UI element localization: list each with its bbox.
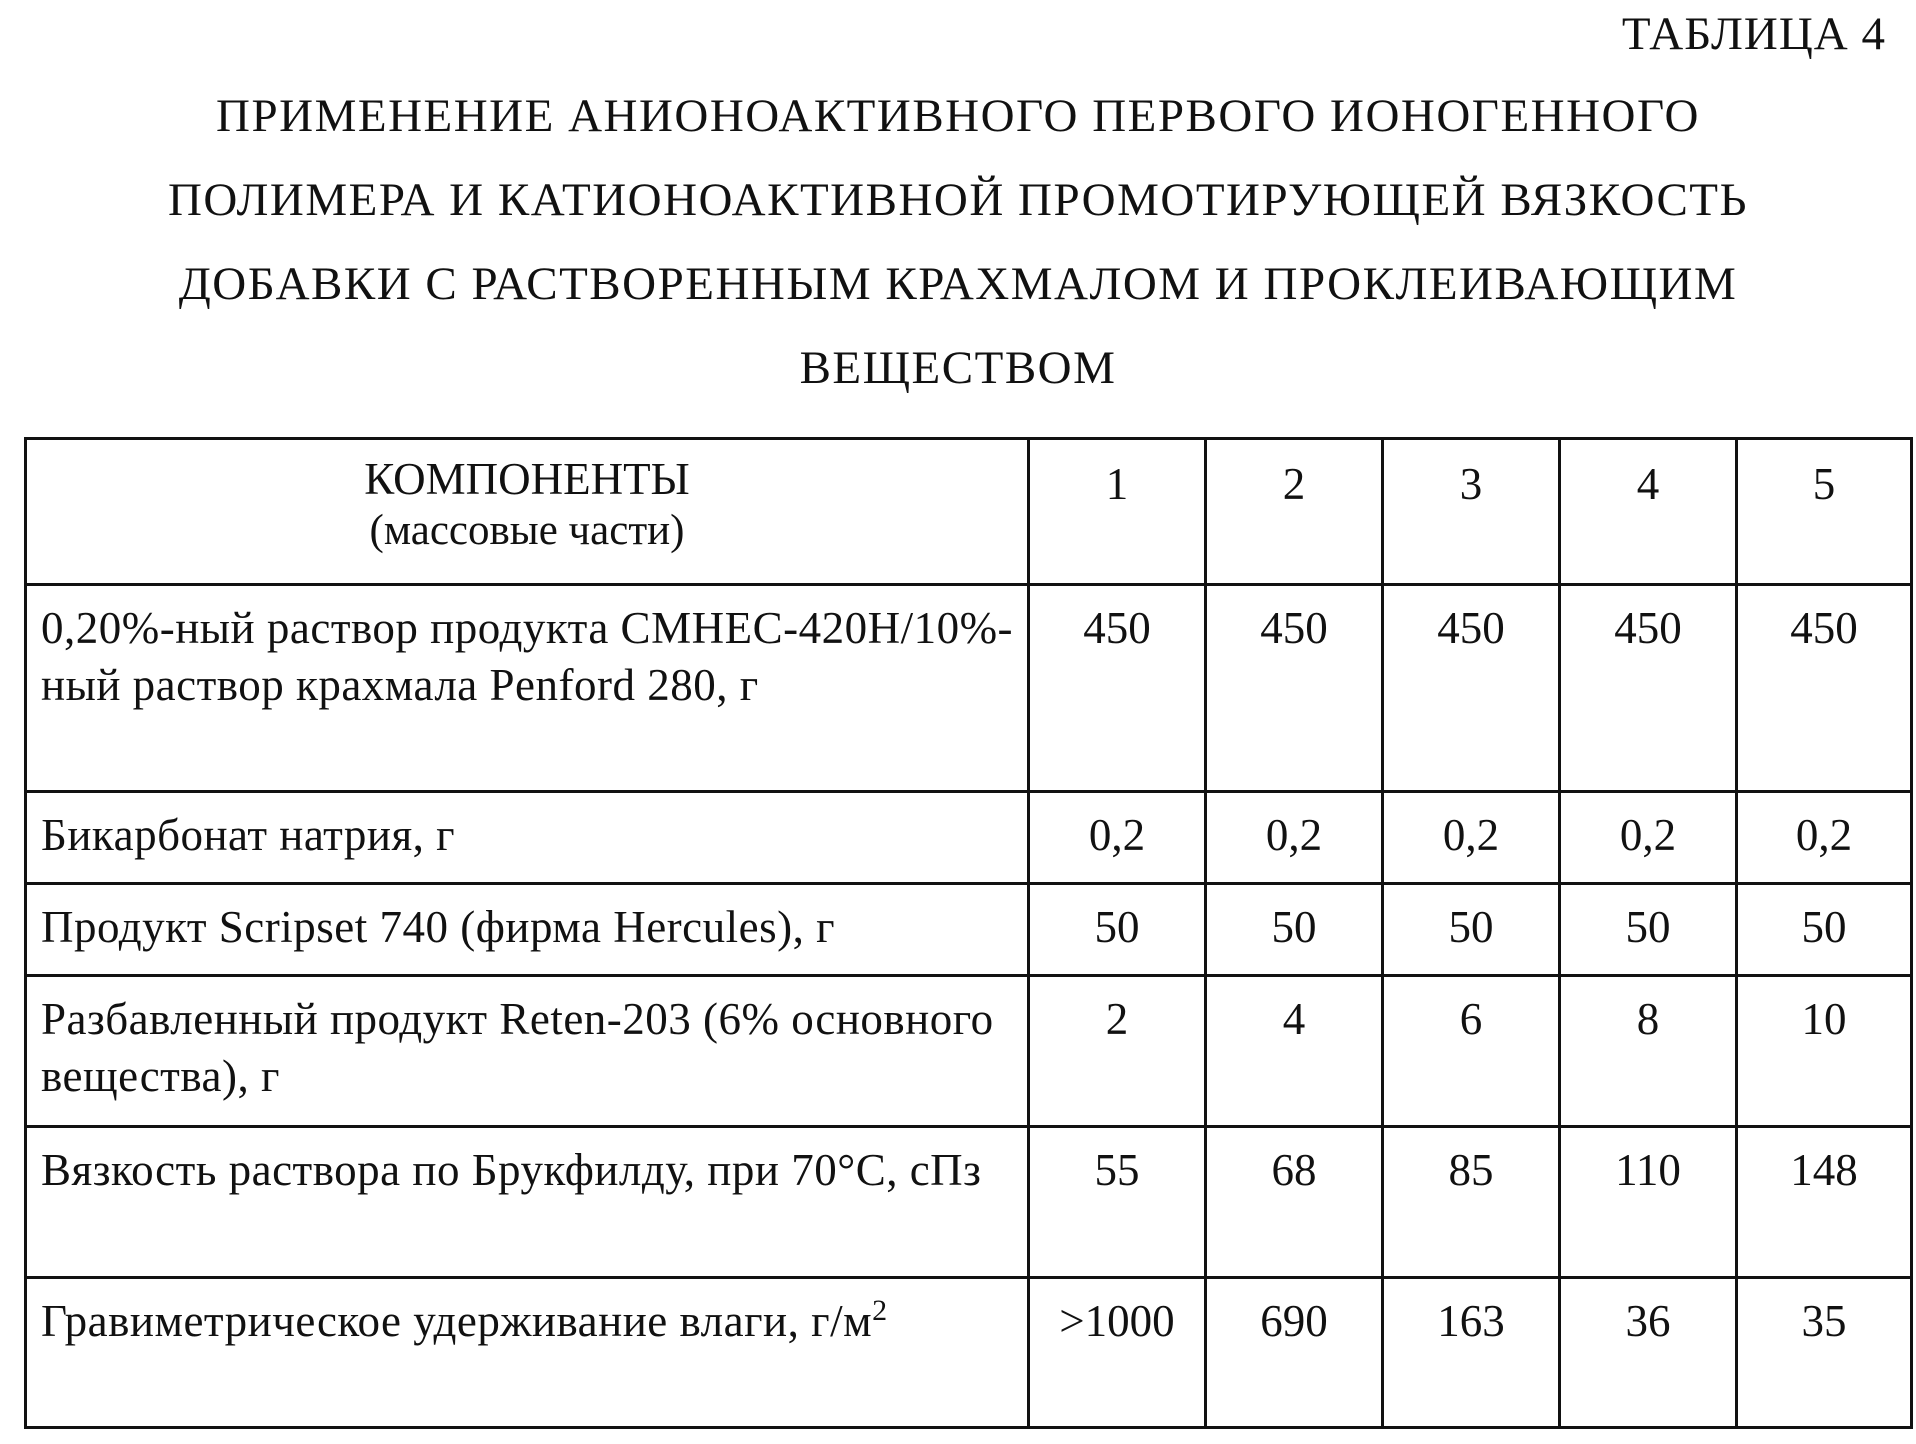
- title-line: ДОБАВКИ С РАСТВОРЕННЫМ КРАХМАЛОМ И ПРОКЛЕИВАЮЩИМ: [40, 242, 1876, 326]
- row-label: Вязкость раствора по Брукфилду, при 70°С, сПз: [26, 1127, 1029, 1278]
- components-header-label: КОМПОНЕНТЫ: [364, 454, 690, 504]
- cell-value: 148: [1737, 1127, 1912, 1278]
- cell-value: 50: [1560, 884, 1737, 976]
- cell-value: 35: [1737, 1278, 1912, 1428]
- cell-value: 450: [1560, 585, 1737, 792]
- cell-value: 690: [1206, 1278, 1383, 1428]
- row-label-text: Гравиметрическое удерживание влаги, г/м: [41, 1296, 872, 1346]
- cell-value: 50: [1383, 884, 1560, 976]
- column-header-1: 1: [1029, 439, 1206, 585]
- cell-value: 6: [1383, 976, 1560, 1127]
- column-header-3: 3: [1383, 439, 1560, 585]
- cell-value: 68: [1206, 1127, 1383, 1278]
- table-row: [26, 884, 1912, 976]
- column-header-4: 4: [1560, 439, 1737, 585]
- cell-value: 36: [1560, 1278, 1737, 1428]
- superscript: 2: [872, 1294, 888, 1327]
- cell-value: 110: [1560, 1127, 1737, 1278]
- row-label: Разбавленный продукт Reten-203 (6% основного вещества), г: [26, 976, 1029, 1127]
- cell-value: 450: [1029, 585, 1206, 792]
- components-header-sub: (массовые части): [37, 506, 1017, 555]
- cell-value: 0,2: [1737, 792, 1912, 884]
- cell-value: 2: [1029, 976, 1206, 1127]
- cell-value: 8: [1560, 976, 1737, 1127]
- cell-value: 0,2: [1029, 792, 1206, 884]
- cell-value: 10: [1737, 976, 1912, 1127]
- column-header-5: 5: [1737, 439, 1912, 585]
- row-label: [26, 1278, 1029, 1428]
- cell-value: >1000: [1029, 1278, 1206, 1428]
- table-row: [26, 1127, 1912, 1278]
- components-table: [24, 437, 1913, 1429]
- table-row: [26, 792, 1912, 884]
- cell-value: 50: [1206, 884, 1383, 976]
- table-row: [26, 976, 1912, 1127]
- cell-value: 4: [1206, 976, 1383, 1127]
- title-line: ПРИМЕНЕНИЕ АНИОНОАКТИВНОГО ПЕРВОГО ИОНОГЕННОГО: [40, 74, 1876, 158]
- row-label: Бикарбонат натрия, г: [26, 792, 1029, 884]
- cell-value: 0,2: [1383, 792, 1560, 884]
- title-line: ПОЛИМЕРА И КАТИОНОАКТИВНОЙ ПРОМОТИРУЮЩЕЙ ВЯЗКОСТЬ: [40, 158, 1876, 242]
- table-row: [26, 1278, 1912, 1428]
- cell-value: 85: [1383, 1127, 1560, 1278]
- column-header-2: 2: [1206, 439, 1383, 585]
- cell-value: 0,2: [1560, 792, 1737, 884]
- components-header: [26, 439, 1029, 585]
- table-row: [26, 585, 1912, 792]
- cell-value: 163: [1383, 1278, 1560, 1428]
- row-label: 0,20%-ный раствор продукта CMHEC-420H/10%-ный раствор крахмала Penford 280, г: [26, 585, 1029, 792]
- title-line: ВЕЩЕСТВОМ: [40, 326, 1876, 410]
- table-number: ТАБЛИЦА 4: [1622, 6, 1886, 62]
- cell-value: 55: [1029, 1127, 1206, 1278]
- cell-value: 450: [1206, 585, 1383, 792]
- table-title: [40, 74, 1876, 410]
- cell-value: 450: [1737, 585, 1912, 792]
- cell-value: 50: [1737, 884, 1912, 976]
- cell-value: 0,2: [1206, 792, 1383, 884]
- cell-value: 450: [1383, 585, 1560, 792]
- table-header-row: [26, 439, 1912, 585]
- cell-value: 50: [1029, 884, 1206, 976]
- row-label: Продукт Scripset 740 (фирма Hercules), г: [26, 884, 1029, 976]
